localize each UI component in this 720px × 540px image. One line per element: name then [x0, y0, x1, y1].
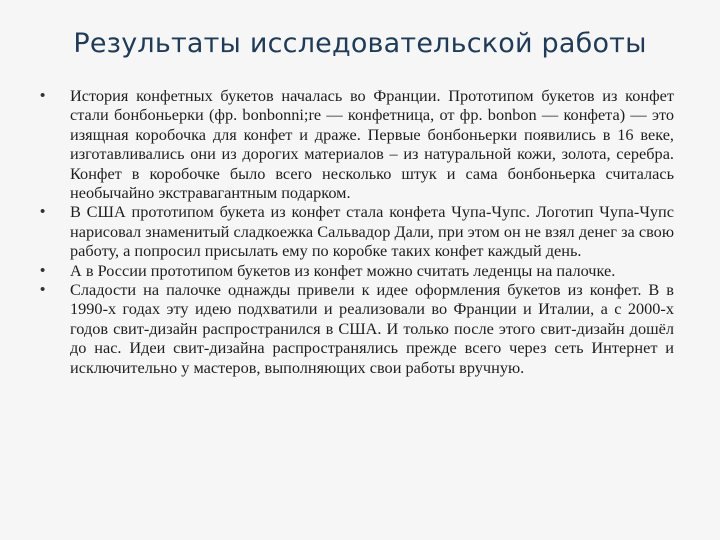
bullet-item-france-history: • История конфетных букетов началась во Франции. Прототипом букетов из конфет стали бонбоньерки (фр. bonbonni;re — конфетница, от фр. bonbon — конфета) — это изящная коробочка для конфет и драже. Первые бонбоньерки появились в 16 веке, изготавливались они из дорогих материалов – из натуральной кожи, золота, серебра. Конфет в коробочке было всего несколько штук и сама бонбоньерка считалась необычайно экстравагантным подарком.: [40, 86, 674, 202]
slide-title: Результаты исследовательской работы: [73, 28, 647, 59]
bullet-list: [40, 86, 674, 377]
bullet-item-usa-chupa-chups: • В США прототипом букета из конфет стала конфета Чупа-Чупс. Логотип Чупа-Чупс нарисовал знаменитый сладкоежка Сальвадор Дали, при этом он не взял денег за свою работу, а попросил присылать ему по коробке таких конфет каждый день.: [40, 202, 674, 260]
bullet-item-russia-lollipops: • А в России прототипом букетов из конфет можно считать леденцы на палочке.: [40, 261, 674, 280]
bullet-item-sweet-design: • Сладости на палочке однажды привели к идее оформления букетов из конфет. В в 1990-х годах эту идею подхватили и реализовали во Франции и Италии, а с 2000-х годов свит-дизайн распространился в США. И только после этого свит-дизайн дошёл до нас. Идеи свит-дизайна распространялись прежде всего через сеть Интернет и исключительно у мастеров, выполняющих свои работы вручную.: [40, 280, 674, 377]
